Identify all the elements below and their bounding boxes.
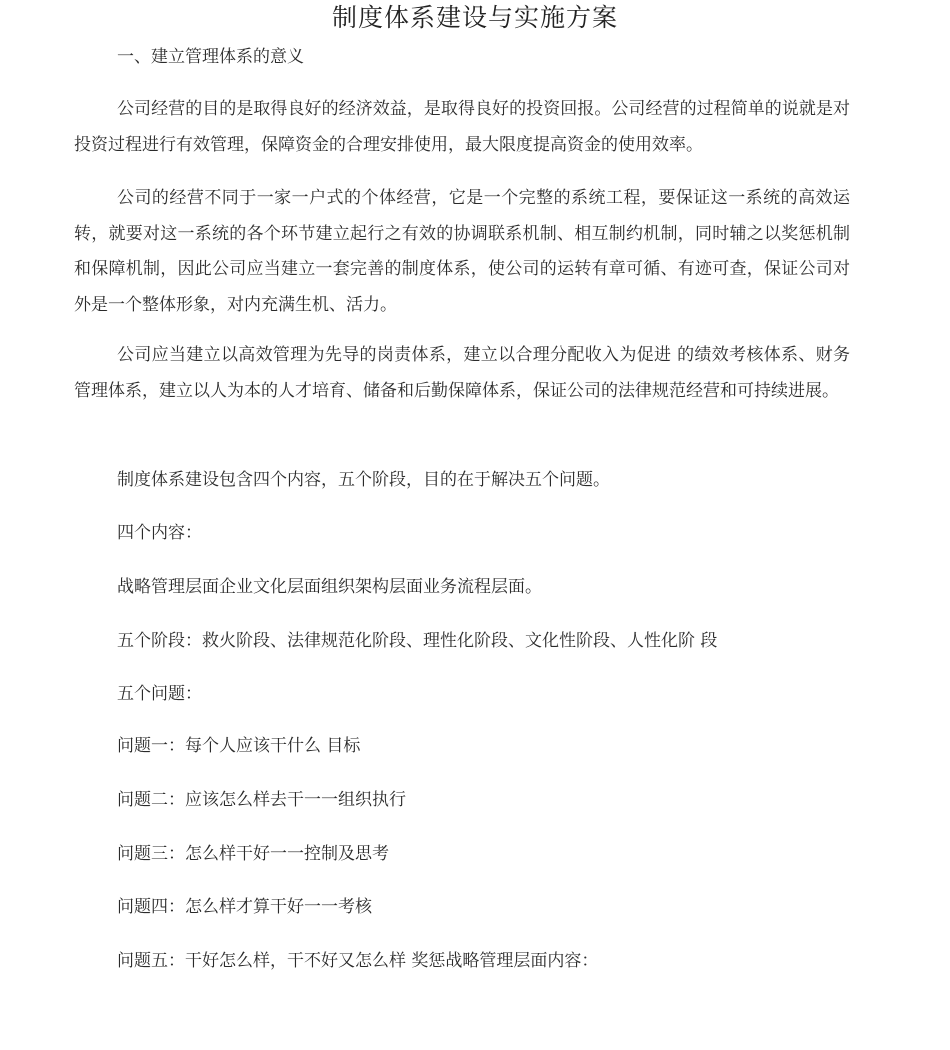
paragraph-system: 公司的经营不同于一家一户式的个体经营，它是一个完整的系统工程，要保证这一系统的高效运转，就要对这一系统的各个环节建立起行之有效的协调联系机制、相互制约机制，同时辅之以奖惩机制和保障机制，因此公司应当建立一套完善的制度体系，使公司的运转有章可循、有迹可查，保证公司对外是一个整体形象，对内充满生机、活力。 — [74, 188, 850, 315]
four-contents-list: 战略管理层面企业文化层面组织架构层面业务流程层面。 — [117, 577, 542, 597]
question-four: 问题四：怎么样才算干好一一考核 — [117, 897, 372, 917]
summary-line: 制度体系建设包含四个内容，五个阶段，目的在于解决五个问题。 — [117, 470, 610, 490]
five-stages-line: 五个阶段：救火阶段、法律规范化阶段、理性化阶段、文化性阶段、人性化阶 段 — [117, 631, 718, 651]
four-contents-heading: 四个内容： — [117, 523, 202, 543]
document-title: 制度体系建设与实施方案 — [331, 3, 618, 32]
question-two: 问题二：应该怎么样去干一一组织执行 — [117, 790, 406, 810]
question-three: 问题三：怎么样干好一一控制及思考 — [117, 844, 389, 864]
section-heading: 一、建立管理体系的意义 — [117, 47, 304, 67]
question-five: 问题五：干好怎么样，干不好又怎么样 奖惩战略管理层面内容： — [117, 951, 599, 971]
paragraph-purpose: 公司经营的目的是取得良好的经济效益，是取得良好的投资回报。公司经营的过程简单的说就是对投资过程进行有效管理，保障资金的合理安排使用，最大限度提高资金的使用效率。 — [74, 99, 850, 155]
five-questions-heading: 五个问题： — [117, 684, 202, 704]
question-one: 问题一：每个人应该干什么 目标 — [117, 736, 361, 756]
paragraph-responsibility: 公司应当建立以高效管理为先导的岗责体系，建立以合理分配收入为促进 的绩效考核体系、财务管理体系，建立以人为本的人才培育、储备和后勤保障体系，保证公司的法律规范经营和可持续进展。 — [74, 345, 850, 401]
